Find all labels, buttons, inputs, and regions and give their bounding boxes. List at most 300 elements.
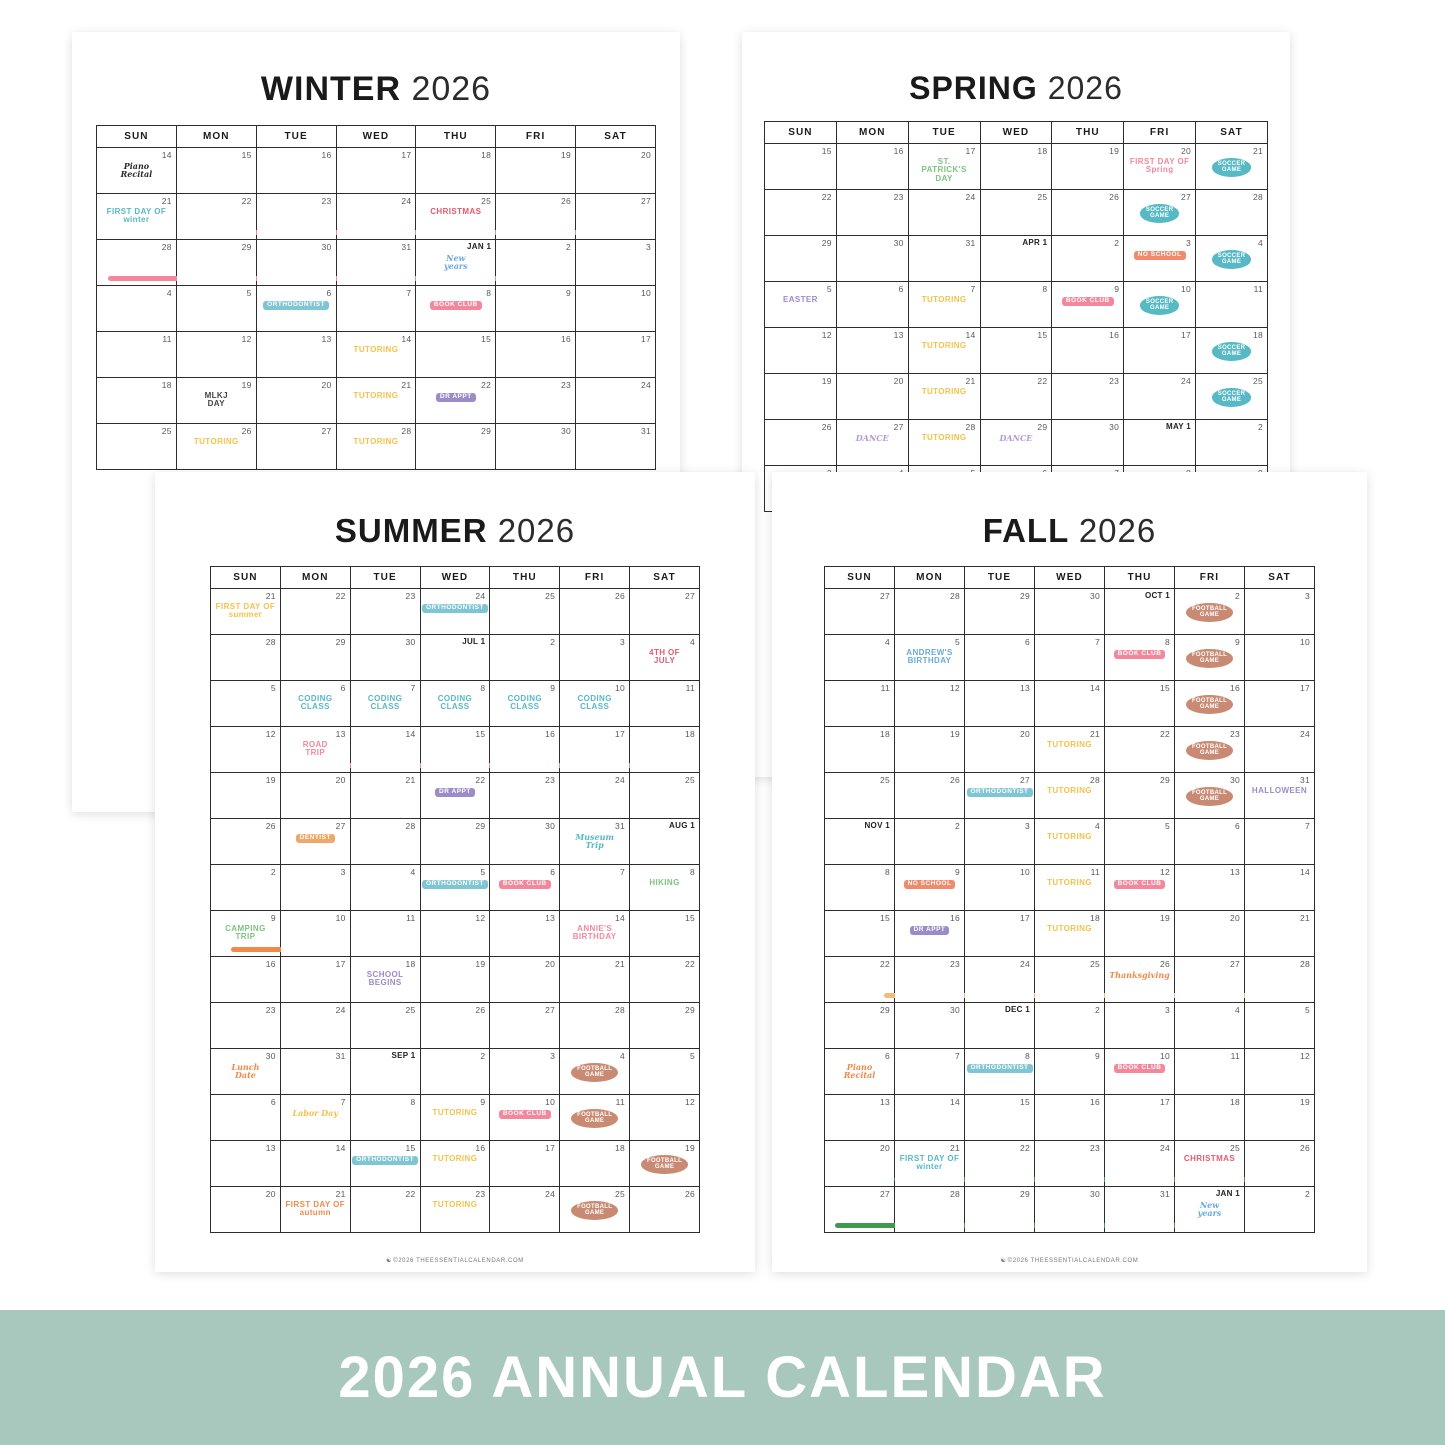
calendar-day-cell[interactable]: [97, 378, 177, 424]
calendar-event[interactable]: TUTORING: [432, 1154, 478, 1163]
calendar-day-cell[interactable]: [420, 957, 490, 1003]
calendar-day-cell[interactable]: [280, 911, 350, 957]
calendar-event[interactable]: TUTORING: [353, 345, 399, 354]
calendar-event[interactable]: TUTORING: [1047, 786, 1092, 795]
calendar-day-cell[interactable]: [1035, 1141, 1105, 1187]
calendar-day-cell[interactable]: [420, 727, 490, 773]
calendar-day-cell[interactable]: [490, 773, 560, 819]
calendar-day-cell[interactable]: [280, 1095, 350, 1141]
calendar-day-cell[interactable]: [1175, 727, 1245, 773]
calendar-day-cell[interactable]: [965, 1095, 1035, 1141]
calendar-day-cell[interactable]: [336, 424, 416, 470]
calendar-event[interactable]: SCHOOL BEGINS: [366, 970, 404, 988]
calendar-day-cell[interactable]: [1035, 957, 1105, 1003]
calendar-day-cell[interactable]: [895, 1187, 965, 1233]
calendar-day-cell[interactable]: [1175, 1003, 1245, 1049]
calendar-day-cell[interactable]: [336, 194, 416, 240]
calendar-day-cell[interactable]: [908, 236, 980, 282]
calendar-day-cell[interactable]: [416, 378, 496, 424]
calendar-day-cell[interactable]: [280, 957, 350, 1003]
calendar-event[interactable]: Piano Recital: [843, 1062, 876, 1081]
calendar-day-cell[interactable]: [980, 282, 1052, 328]
calendar-day-cell[interactable]: [420, 819, 490, 865]
calendar-day-cell[interactable]: [965, 1187, 1035, 1233]
calendar-day-cell[interactable]: [350, 1187, 420, 1233]
calendar-day-cell[interactable]: [496, 148, 576, 194]
calendar-day-cell[interactable]: [980, 190, 1052, 236]
calendar-event[interactable]: TUTORING: [432, 1108, 478, 1117]
calendar-day-cell[interactable]: [490, 819, 560, 865]
calendar-day-cell[interactable]: [490, 865, 560, 911]
calendar-event[interactable]: TUTORING: [1047, 878, 1092, 887]
calendar-day-cell[interactable]: [1245, 1095, 1315, 1141]
calendar-event[interactable]: [1124, 250, 1195, 260]
calendar-day-cell[interactable]: [420, 681, 490, 727]
calendar-day-cell[interactable]: [765, 190, 837, 236]
calendar-day-cell[interactable]: [1124, 282, 1196, 328]
calendar-day-cell[interactable]: [420, 1095, 490, 1141]
calendar-day-cell[interactable]: [765, 420, 837, 466]
calendar-day-cell[interactable]: [420, 635, 490, 681]
calendar-event[interactable]: ST. PATRICK'S DAY: [921, 157, 967, 183]
calendar-day-cell[interactable]: [560, 727, 630, 773]
calendar-event[interactable]: TUTORING: [921, 433, 967, 442]
calendar-day-cell[interactable]: [256, 240, 336, 286]
calendar-event[interactable]: MLKJ DAY: [204, 391, 228, 409]
calendar-event[interactable]: ROAD TRIP: [302, 740, 328, 758]
calendar-day-cell[interactable]: [416, 194, 496, 240]
calendar-day-cell[interactable]: [176, 240, 256, 286]
calendar-day-cell[interactable]: [576, 332, 656, 378]
calendar-day-cell[interactable]: [350, 1141, 420, 1187]
calendar-event[interactable]: Lunch Date: [231, 1062, 260, 1081]
calendar-day-cell[interactable]: [908, 328, 980, 374]
calendar-event[interactable]: [895, 925, 964, 935]
calendar-day-cell[interactable]: [280, 865, 350, 911]
calendar-event[interactable]: [1052, 296, 1123, 306]
calendar-day-cell[interactable]: [1175, 1187, 1245, 1233]
calendar-day-cell[interactable]: [980, 328, 1052, 374]
calendar-day-cell[interactable]: [630, 819, 700, 865]
calendar-day-cell[interactable]: [965, 865, 1035, 911]
calendar-event[interactable]: TUTORING: [921, 387, 967, 396]
calendar-event[interactable]: [1124, 296, 1195, 315]
calendar-event[interactable]: FIRST DAY OF Spring: [1129, 157, 1190, 175]
calendar-day-cell[interactable]: [350, 681, 420, 727]
calendar-day-cell[interactable]: [630, 1095, 700, 1141]
calendar-event[interactable]: [1175, 787, 1244, 806]
calendar-day-cell[interactable]: [211, 819, 281, 865]
calendar-day-cell[interactable]: [490, 911, 560, 957]
calendar-day-cell[interactable]: [560, 773, 630, 819]
calendar-day-cell[interactable]: [420, 1003, 490, 1049]
calendar-day-cell[interactable]: [1052, 374, 1124, 420]
calendar-day-cell[interactable]: [280, 681, 350, 727]
calendar-day-cell[interactable]: [765, 282, 837, 328]
calendar-day-cell[interactable]: [825, 1095, 895, 1141]
calendar-day-cell[interactable]: [1124, 420, 1196, 466]
calendar-day-cell[interactable]: [256, 378, 336, 424]
calendar-day-cell[interactable]: [280, 773, 350, 819]
calendar-day-cell[interactable]: [1124, 190, 1196, 236]
calendar-day-cell[interactable]: [350, 589, 420, 635]
calendar-day-cell[interactable]: [576, 240, 656, 286]
calendar-day-cell[interactable]: [1124, 328, 1196, 374]
calendar-day-cell[interactable]: [350, 819, 420, 865]
calendar-day-cell[interactable]: [560, 1141, 630, 1187]
calendar-day-cell[interactable]: [420, 1187, 490, 1233]
calendar-day-cell[interactable]: [490, 681, 560, 727]
calendar-event[interactable]: TUTORING: [432, 1200, 478, 1209]
calendar-event[interactable]: HALLOWEEN: [1251, 786, 1308, 795]
calendar-day-cell[interactable]: [496, 240, 576, 286]
calendar-day-cell[interactable]: [1175, 589, 1245, 635]
calendar-day-cell[interactable]: [97, 332, 177, 378]
calendar-event[interactable]: [560, 1109, 629, 1128]
calendar-day-cell[interactable]: [908, 144, 980, 190]
calendar-day-cell[interactable]: [1175, 1049, 1245, 1095]
calendar-day-cell[interactable]: [496, 286, 576, 332]
calendar-day-cell[interactable]: [176, 378, 256, 424]
calendar-day-cell[interactable]: [825, 681, 895, 727]
calendar-day-cell[interactable]: [895, 1095, 965, 1141]
calendar-event[interactable]: Piano Recital: [120, 161, 153, 180]
calendar-day-cell[interactable]: [895, 727, 965, 773]
calendar-day-cell[interactable]: [765, 374, 837, 420]
calendar-day-cell[interactable]: [211, 635, 281, 681]
calendar-day-cell[interactable]: [836, 282, 908, 328]
calendar-day-cell[interactable]: [176, 148, 256, 194]
calendar-event[interactable]: CHRISTMAS: [430, 207, 482, 216]
calendar-day-cell[interactable]: [1175, 681, 1245, 727]
calendar-day-cell[interactable]: [965, 1141, 1035, 1187]
calendar-day-cell[interactable]: [1052, 328, 1124, 374]
calendar-event[interactable]: [1196, 250, 1267, 269]
calendar-event[interactable]: 4TH OF JULY: [649, 648, 680, 666]
calendar-day-cell[interactable]: [1035, 1095, 1105, 1141]
calendar-event[interactable]: [560, 1201, 629, 1220]
calendar-day-cell[interactable]: [630, 1049, 700, 1095]
calendar-day-cell[interactable]: [496, 378, 576, 424]
calendar-day-cell[interactable]: [1052, 236, 1124, 282]
calendar-day-cell[interactable]: [1175, 773, 1245, 819]
calendar-day-cell[interactable]: [630, 589, 700, 635]
calendar-day-cell[interactable]: [336, 332, 416, 378]
calendar-day-cell[interactable]: [1245, 1187, 1315, 1233]
calendar-day-cell[interactable]: [895, 819, 965, 865]
calendar-day-cell[interactable]: [1196, 282, 1268, 328]
calendar-event[interactable]: [1105, 879, 1174, 889]
calendar-day-cell[interactable]: [176, 332, 256, 378]
calendar-event[interactable]: [351, 1155, 420, 1165]
calendar-day-cell[interactable]: [1124, 144, 1196, 190]
calendar-event[interactable]: [1196, 158, 1267, 177]
calendar-event[interactable]: TUTORING: [353, 437, 399, 446]
calendar-day-cell[interactable]: [1035, 1003, 1105, 1049]
calendar-day-cell[interactable]: [630, 1141, 700, 1187]
calendar-day-cell[interactable]: [965, 773, 1035, 819]
calendar-event[interactable]: [416, 392, 495, 402]
calendar-day-cell[interactable]: [1175, 957, 1245, 1003]
calendar-event[interactable]: DANCE: [999, 433, 1033, 443]
calendar-event[interactable]: ANDREW'S BIRTHDAY: [906, 648, 953, 666]
calendar-day-cell[interactable]: [350, 635, 420, 681]
calendar-sheet-summer[interactable]: [155, 472, 755, 1272]
calendar-day-cell[interactable]: [560, 1095, 630, 1141]
calendar-event[interactable]: CODING CLASS: [298, 694, 333, 712]
calendar-day-cell[interactable]: [336, 286, 416, 332]
calendar-event[interactable]: CODING CLASS: [577, 694, 612, 712]
calendar-day-cell[interactable]: [1245, 727, 1315, 773]
calendar-event[interactable]: FIRST DAY OF autumn: [285, 1200, 345, 1218]
calendar-day-cell[interactable]: [256, 194, 336, 240]
calendar-day-cell[interactable]: [908, 282, 980, 328]
calendar-event[interactable]: TUTORING: [193, 437, 239, 446]
calendar-event[interactable]: CAMPING TRIP: [225, 924, 266, 942]
calendar-day-cell[interactable]: [211, 1003, 281, 1049]
calendar-day-cell[interactable]: [576, 286, 656, 332]
calendar-day-cell[interactable]: [895, 1049, 965, 1095]
calendar-day-cell[interactable]: [420, 589, 490, 635]
calendar-day-cell[interactable]: [280, 1141, 350, 1187]
calendar-day-cell[interactable]: [1245, 865, 1315, 911]
calendar-day-cell[interactable]: [416, 332, 496, 378]
calendar-day-cell[interactable]: [97, 240, 177, 286]
calendar-day-cell[interactable]: [176, 424, 256, 470]
calendar-event[interactable]: TUTORING: [353, 391, 399, 400]
calendar-day-cell[interactable]: [965, 635, 1035, 681]
calendar-day-cell[interactable]: [97, 286, 177, 332]
calendar-day-cell[interactable]: [965, 727, 1035, 773]
calendar-day-cell[interactable]: [1175, 1095, 1245, 1141]
calendar-day-cell[interactable]: [895, 911, 965, 957]
calendar-event[interactable]: FIRST DAY OF summer: [215, 602, 276, 620]
calendar-day-cell[interactable]: [256, 148, 336, 194]
calendar-event[interactable]: [1175, 649, 1244, 668]
calendar-day-cell[interactable]: [1196, 190, 1268, 236]
calendar-day-cell[interactable]: [836, 374, 908, 420]
calendar-day-cell[interactable]: [211, 1095, 281, 1141]
calendar-event[interactable]: [630, 1155, 699, 1174]
calendar-day-cell[interactable]: [895, 589, 965, 635]
calendar-day-cell[interactable]: [496, 332, 576, 378]
calendar-day-cell[interactable]: [256, 424, 336, 470]
calendar-day-cell[interactable]: [980, 144, 1052, 190]
calendar-day-cell[interactable]: [560, 1003, 630, 1049]
calendar-day-cell[interactable]: [965, 681, 1035, 727]
calendar-day-cell[interactable]: [825, 911, 895, 957]
calendar-day-cell[interactable]: [1124, 374, 1196, 420]
calendar-day-cell[interactable]: [836, 144, 908, 190]
calendar-event[interactable]: ANNIE'S BIRTHDAY: [572, 924, 617, 942]
calendar-day-cell[interactable]: [1105, 773, 1175, 819]
calendar-event[interactable]: FIRST DAY OF winter: [106, 207, 167, 225]
calendar-day-cell[interactable]: [211, 911, 281, 957]
calendar-day-cell[interactable]: [1105, 1141, 1175, 1187]
calendar-day-cell[interactable]: [1105, 1049, 1175, 1095]
calendar-day-cell[interactable]: [895, 1003, 965, 1049]
calendar-day-cell[interactable]: [965, 589, 1035, 635]
calendar-sheet-fall[interactable]: [772, 472, 1367, 1272]
calendar-day-cell[interactable]: [836, 236, 908, 282]
calendar-event[interactable]: New years: [1197, 1200, 1222, 1219]
calendar-day-cell[interactable]: [1196, 144, 1268, 190]
calendar-day-cell[interactable]: [980, 236, 1052, 282]
calendar-day-cell[interactable]: [1196, 236, 1268, 282]
calendar-day-cell[interactable]: [825, 727, 895, 773]
calendar-day-cell[interactable]: [350, 1003, 420, 1049]
calendar-event[interactable]: [1196, 342, 1267, 361]
calendar-day-cell[interactable]: [765, 328, 837, 374]
calendar-day-cell[interactable]: [825, 957, 895, 1003]
calendar-day-cell[interactable]: [1105, 1095, 1175, 1141]
calendar-event[interactable]: [1105, 649, 1174, 659]
calendar-day-cell[interactable]: [1175, 635, 1245, 681]
calendar-day-cell[interactable]: [97, 424, 177, 470]
calendar-event[interactable]: TUTORING: [1047, 924, 1092, 933]
calendar-day-cell[interactable]: [630, 773, 700, 819]
calendar-day-cell[interactable]: [836, 420, 908, 466]
calendar-day-cell[interactable]: [1175, 819, 1245, 865]
calendar-day-cell[interactable]: [336, 148, 416, 194]
calendar-day-cell[interactable]: [630, 1187, 700, 1233]
calendar-day-cell[interactable]: [1105, 911, 1175, 957]
calendar-day-cell[interactable]: [1105, 589, 1175, 635]
calendar-day-cell[interactable]: [1035, 819, 1105, 865]
calendar-day-cell[interactable]: [630, 727, 700, 773]
calendar-day-cell[interactable]: [1245, 1003, 1315, 1049]
calendar-day-cell[interactable]: [490, 957, 560, 1003]
calendar-day-cell[interactable]: [1245, 1049, 1315, 1095]
calendar-day-cell[interactable]: [980, 420, 1052, 466]
calendar-day-cell[interactable]: [490, 1141, 560, 1187]
calendar-day-cell[interactable]: [1245, 957, 1315, 1003]
calendar-event[interactable]: [421, 603, 490, 613]
calendar-day-cell[interactable]: [1035, 911, 1105, 957]
calendar-day-cell[interactable]: [416, 424, 496, 470]
calendar-day-cell[interactable]: [97, 148, 177, 194]
calendar-day-cell[interactable]: [1245, 635, 1315, 681]
calendar-day-cell[interactable]: [1035, 1187, 1105, 1233]
calendar-event[interactable]: [560, 1063, 629, 1082]
calendar-day-cell[interactable]: [630, 957, 700, 1003]
calendar-day-cell[interactable]: [350, 865, 420, 911]
calendar-event[interactable]: [281, 833, 350, 843]
calendar-day-cell[interactable]: [965, 1003, 1035, 1049]
calendar-day-cell[interactable]: [350, 911, 420, 957]
calendar-event[interactable]: [1105, 1063, 1174, 1073]
calendar-day-cell[interactable]: [1105, 1003, 1175, 1049]
calendar-event[interactable]: [421, 879, 490, 889]
calendar-day-cell[interactable]: [1035, 727, 1105, 773]
calendar-day-cell[interactable]: [350, 957, 420, 1003]
calendar-day-cell[interactable]: [825, 1049, 895, 1095]
calendar-day-cell[interactable]: [895, 773, 965, 819]
calendar-day-cell[interactable]: [1124, 236, 1196, 282]
calendar-day-cell[interactable]: [765, 236, 837, 282]
calendar-day-cell[interactable]: [1035, 865, 1105, 911]
calendar-day-cell[interactable]: [420, 773, 490, 819]
calendar-day-cell[interactable]: [895, 635, 965, 681]
calendar-event[interactable]: [1196, 388, 1267, 407]
calendar-day-cell[interactable]: [1052, 420, 1124, 466]
calendar-event[interactable]: TUTORING: [1047, 740, 1092, 749]
calendar-event[interactable]: CODING CLASS: [437, 694, 473, 712]
calendar-day-cell[interactable]: [576, 424, 656, 470]
calendar-event[interactable]: New years: [443, 253, 468, 272]
calendar-day-cell[interactable]: [965, 911, 1035, 957]
calendar-event[interactable]: CHRISTMAS: [1183, 1154, 1236, 1163]
calendar-day-cell[interactable]: [825, 635, 895, 681]
calendar-day-cell[interactable]: [908, 420, 980, 466]
calendar-day-cell[interactable]: [630, 681, 700, 727]
calendar-event[interactable]: TUTORING: [921, 295, 967, 304]
calendar-day-cell[interactable]: [1105, 635, 1175, 681]
calendar-day-cell[interactable]: [490, 589, 560, 635]
calendar-day-cell[interactable]: [765, 144, 837, 190]
calendar-event[interactable]: [257, 300, 336, 310]
calendar-event[interactable]: [416, 300, 495, 310]
calendar-day-cell[interactable]: [1245, 589, 1315, 635]
calendar-day-cell[interactable]: [211, 1049, 281, 1095]
calendar-day-cell[interactable]: [350, 727, 420, 773]
calendar-day-cell[interactable]: [1035, 681, 1105, 727]
calendar-day-cell[interactable]: [256, 332, 336, 378]
calendar-day-cell[interactable]: [560, 589, 630, 635]
calendar-day-cell[interactable]: [895, 957, 965, 1003]
calendar-day-cell[interactable]: [908, 374, 980, 420]
calendar-day-cell[interactable]: [1035, 589, 1105, 635]
calendar-day-cell[interactable]: [1052, 144, 1124, 190]
calendar-event[interactable]: CODING CLASS: [507, 694, 542, 712]
calendar-day-cell[interactable]: [416, 148, 496, 194]
calendar-day-cell[interactable]: [1196, 328, 1268, 374]
calendar-day-cell[interactable]: [280, 1049, 350, 1095]
calendar-day-cell[interactable]: [176, 286, 256, 332]
calendar-event[interactable]: TUTORING: [921, 341, 967, 350]
calendar-day-cell[interactable]: [560, 1187, 630, 1233]
calendar-day-cell[interactable]: [490, 727, 560, 773]
calendar-day-cell[interactable]: [825, 589, 895, 635]
calendar-day-cell[interactable]: [1196, 420, 1268, 466]
calendar-day-cell[interactable]: [1105, 865, 1175, 911]
calendar-day-cell[interactable]: [1105, 681, 1175, 727]
calendar-day-cell[interactable]: [576, 378, 656, 424]
calendar-event[interactable]: [1124, 204, 1195, 223]
calendar-day-cell[interactable]: [1245, 819, 1315, 865]
calendar-day-cell[interactable]: [560, 819, 630, 865]
calendar-day-cell[interactable]: [825, 773, 895, 819]
calendar-day-cell[interactable]: [825, 819, 895, 865]
calendar-day-cell[interactable]: [490, 1187, 560, 1233]
calendar-day-cell[interactable]: [420, 865, 490, 911]
calendar-day-cell[interactable]: [211, 681, 281, 727]
calendar-event[interactable]: [895, 879, 964, 889]
calendar-event[interactable]: [1175, 741, 1244, 760]
calendar-day-cell[interactable]: [420, 911, 490, 957]
calendar-day-cell[interactable]: [1105, 957, 1175, 1003]
calendar-day-cell[interactable]: [490, 635, 560, 681]
calendar-day-cell[interactable]: [895, 681, 965, 727]
calendar-day-cell[interactable]: [965, 1049, 1035, 1095]
calendar-day-cell[interactable]: [965, 957, 1035, 1003]
calendar-day-cell[interactable]: [895, 1141, 965, 1187]
calendar-day-cell[interactable]: [336, 378, 416, 424]
calendar-day-cell[interactable]: [560, 865, 630, 911]
calendar-day-cell[interactable]: [350, 1049, 420, 1095]
calendar-event[interactable]: FIRST DAY OF winter: [899, 1154, 960, 1172]
calendar-day-cell[interactable]: [630, 635, 700, 681]
